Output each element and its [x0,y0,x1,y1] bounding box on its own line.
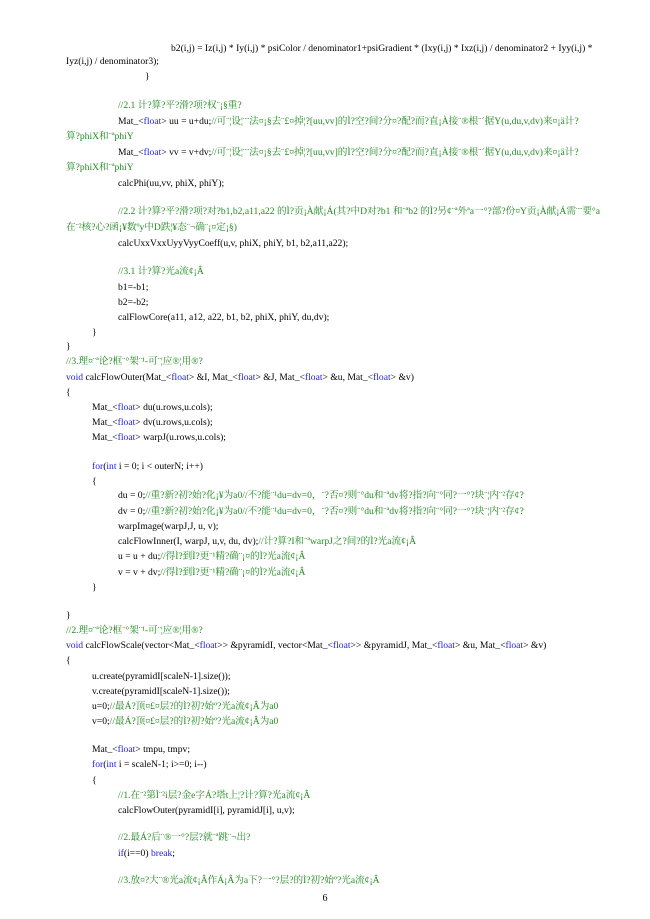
code-line: for(int i = scaleN-1; i>=0; i--) [92,759,207,770]
code-line: //2.2 计?算?平?滑?项?对?b1,b2,a11,a22 的Ì?贡¡À献¡Á(其?中D对?b1 和¨ªb2 的Ì?另¢¨ª外ªa一°?部?份¤Y贡¡À献¡Á需¨¨要°a [118,206,601,217]
code-line: //2.理¤¨ª论?框¨°架¨¹-可¨¦应®¦用®? [66,625,203,636]
code-line: { [66,655,71,666]
code-line: 算?phiX和¨ªphiY [66,162,134,173]
code-line: Mat_<float> vv = v+dv;//可¨¦设¦¨¨法¤¡§去¨£¤掉¦?[uu,vv]的Ì?空?间?分¤?配?而?直¡À接¨®根¨´据Y(u,du,v,dv)来¤¡ä计? [118,147,579,158]
code-line: { [92,476,97,487]
code-line: v=0;//最Á?顶¤£¤层?的Ì?初?始º?光a流¢¡Â为a0 [92,716,279,727]
code-line: //3.理¤¨ª论?框¨°架¨¹-可¨¦应®¦用®? [66,356,203,367]
code-line: for(int i = 0; i < outerN; i++) [92,461,203,472]
code-line: Iyz(i,j) / denominator3); [66,56,159,67]
code-line: u = u + du;//得Ì?到Ì?更¨¹精?确¨¡¤的Ì?光a流¢¡Â [118,551,306,562]
code-line: calFlowCore(a11, a12, a22, b1, b2, phiX, phiY, du,dv); [118,312,330,323]
code-line: u.create(pyramidI[scaleN-1].size()); [92,671,231,682]
code-line: du = 0;//重?新?初?始?化¡¥为a0//不?能¨¹du=dv=0，¨?否¤?则¨°du和¨ªdv将?指?向¨°同?一°?块¨¦内¨²存¢? [118,490,524,501]
code-line: { [66,387,71,398]
code-line: Mat_<float> du(u.rows,u.cols); [92,402,213,413]
code-line: } [145,71,150,82]
code-line: Mat_<float> dv(u.rows,u.cols); [92,417,213,428]
code-line: //2.1 计?算?平?滑?项?权¨¡§重? [118,100,242,111]
code-line: calcPhi(uu,vv, phiX, phiY); [118,178,225,189]
code-line: dv = 0;//重?新?初?始?化¡¥为a0//不?能¨¹du=dv=0，¨?否¤?则¨°du和¨ªdv将?指?向¨°同?一°?块¨¦内¨²存¢? [118,506,524,517]
code-line: Mat_<float> warpJ(u.rows,u.cols); [92,432,226,443]
code-line: Mat_<float> uu = u+du;//可¨¦设¦¨¨法¤¡§去¨£¤掉¦?[uu,vv]的Ì?空?间?分¤?配?而?直¡À接¨®根¨´据Y(u,du,v,dv)来¤¡ä计? [118,116,579,127]
code-line: calcFlowInner(I, warpJ, u,v, du, dv);//计?算?I和¨ªwarpJ之?间?的Ì?光a流¢¡Â [118,536,417,547]
code-line: //1.在¨²第Ì¨²i层?金e字Á?塔t上¦?计?算?光a流¢¡Â [118,790,311,801]
code-line: } [92,327,97,338]
code-line: void calcFlowScale(vector<Mat_<float>> &pyramidI, vector<Mat_<float>> &pyramidJ, Mat_<float> &u, Mat_<float> &v) [66,640,547,651]
code-line: b1=-b1; [118,282,149,293]
code-line: { [92,775,97,786]
code-line: 算?phiX和¨ªphiY [66,131,134,142]
code-line: calcUxxVxxUyyVyyCoeff(u,v, phiX, phiY, b1, b2,a11,a22); [118,238,349,249]
code-line: } [92,582,97,593]
code-line: } [66,610,71,621]
code-line: //3.放¤?大¨®光a流¢¡Â作Á¡Â为a下?一°?层?的Ì?初?始º?光a流¢¡Â [118,875,380,886]
code-line: v.create(pyramidI[scaleN-1].size()); [92,686,230,697]
code-line: } [66,341,71,352]
code-line: calcFlowOuter(pyramidI[i], pyramidJ[i], u,v); [118,805,295,816]
code-line: //2.最Á?后¨®一°?层?就¨ª跳¨¬出? [118,832,251,843]
code-line: v = v + dv;//得Ì?到Ì?更¨¹精?确¨¡¤的Ì?光a流¢¡Â [118,567,306,578]
code-line: u=0;//最Á?顶¤£¤层?的Ì?初?始º?光a流¢¡Â为a0 [92,701,279,712]
code-line: warpImage(warpJ,J, u, v); [118,521,219,532]
code-line: b2=-b2; [118,297,149,308]
code-line: Mat_<float> tmpu, tmpv; [92,744,190,755]
code-line: b2(i,j) = Iz(i,j) * Iy(i,j) * psiColor / denominator1+psiGradient * (Ixy(i,j) * Ixz(i,j) / denominator2 + Iyy(i,j) * [171,43,593,54]
code-line: if(i==0) break; [118,848,175,859]
code-line: void calcFlowOuter(Mat_<float> &I, Mat_<float> &J, Mat_<float> &u, Mat_<float> &v) [66,372,414,383]
page-number: 6 [322,893,328,904]
code-line: //3.1 计?算?光a流¢¡Â [118,266,204,277]
code-line: 在¨²核?心?函¡¥数ºy中D跌¦¥态¨¬确¨¡¤定¡§) [66,222,237,233]
